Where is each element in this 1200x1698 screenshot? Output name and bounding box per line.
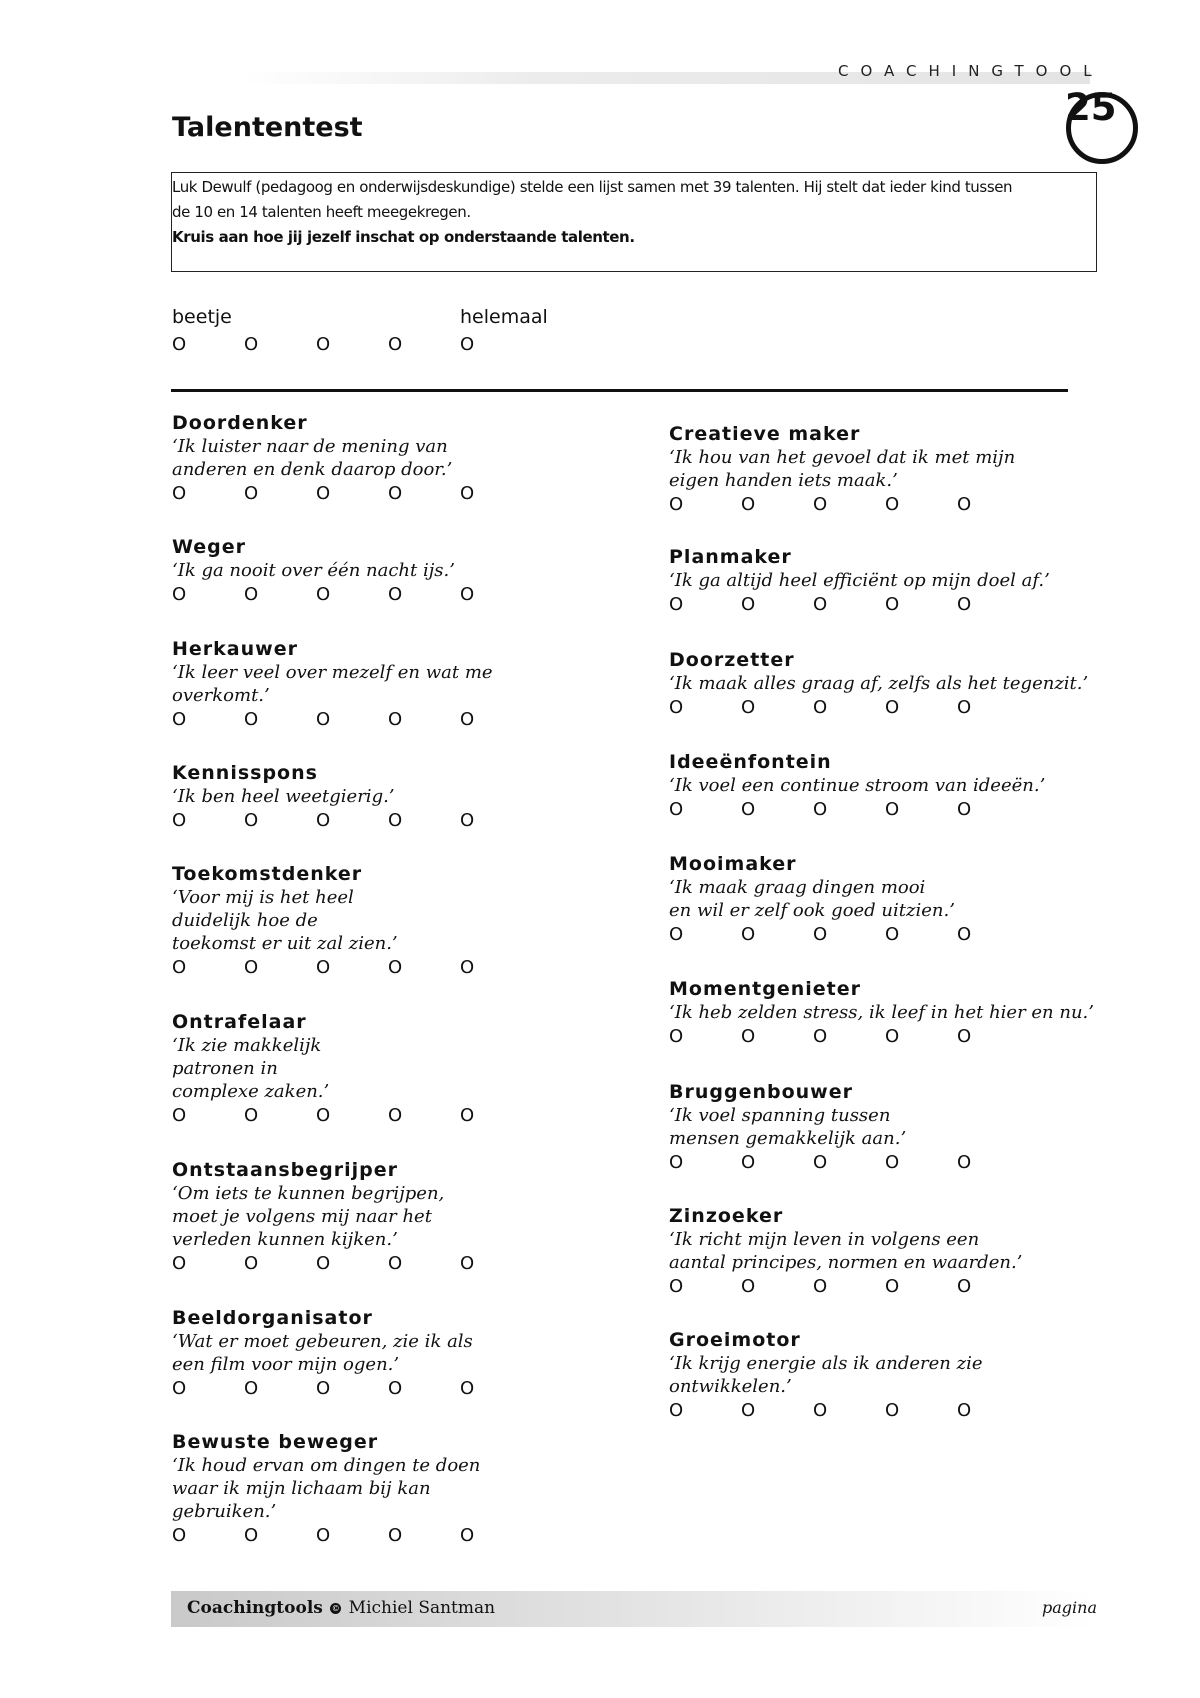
rating-option[interactable]: O (741, 924, 756, 945)
rating-options (669, 594, 1149, 616)
talent-item (669, 750, 1149, 821)
rating-option[interactable]: O (813, 1026, 828, 1047)
rating-options (172, 957, 652, 979)
rating-option[interactable]: O (316, 483, 331, 504)
rating-option[interactable]: O (244, 810, 259, 831)
rating-option[interactable]: O (388, 584, 403, 605)
rating-option[interactable]: O (741, 494, 756, 515)
rating-option[interactable]: O (388, 483, 403, 504)
rating-option[interactable]: O (741, 594, 756, 615)
rating-option[interactable]: O (669, 1400, 684, 1421)
talent-name: Ontstaansbegrijper (172, 1159, 398, 1181)
rating-option[interactable]: O (460, 810, 475, 831)
rating-options (669, 924, 1149, 946)
rating-option[interactable]: O (885, 1276, 900, 1297)
talent-quote: ‘Ik houd ervan om dingen te doen waar ik mijn lichaam bij kan gebruiken.’ (172, 1455, 481, 1522)
rating-option[interactable]: O (244, 709, 259, 730)
rating-option[interactable]: O (172, 1105, 187, 1126)
rating-option[interactable]: O (885, 594, 900, 615)
rating-option[interactable]: O (885, 799, 900, 820)
copyright-icon: © (331, 1604, 340, 1613)
scale-option: O (244, 334, 259, 355)
rating-option[interactable]: O (741, 697, 756, 718)
rating-option[interactable]: O (669, 799, 684, 820)
rating-option[interactable]: O (669, 494, 684, 515)
rating-option[interactable]: O (460, 957, 475, 978)
rating-option[interactable]: O (885, 924, 900, 945)
talent-item (172, 1306, 652, 1400)
rating-option[interactable]: O (813, 1276, 828, 1297)
rating-option[interactable]: O (885, 1152, 900, 1173)
rating-option[interactable]: O (741, 1152, 756, 1173)
talent-item (172, 1010, 652, 1127)
page-title: Talententest (172, 112, 363, 143)
rating-options (172, 1378, 652, 1400)
rating-option[interactable]: O (460, 1105, 475, 1126)
scale-option: O (388, 334, 403, 355)
rating-option[interactable]: O (388, 1253, 403, 1274)
talent-quote: ‘Ik richt mijn leven in volgens een aantal principes, normen en waarden.’ (669, 1229, 1023, 1273)
rating-options (669, 1152, 1149, 1174)
scale-low-label: beetje (172, 306, 232, 328)
talent-name: Doordenker (172, 412, 308, 434)
rating-options (669, 1276, 1149, 1298)
rating-option[interactable]: O (172, 709, 187, 730)
talent-name: Ideeënfontein (669, 751, 832, 773)
rating-option[interactable]: O (244, 957, 259, 978)
talent-item (669, 648, 1149, 719)
talent-name: Beeldorganisator (172, 1307, 373, 1329)
talent-name: Doorzetter (669, 649, 795, 671)
rating-option[interactable]: O (244, 483, 259, 504)
footer-credit (187, 1598, 495, 1618)
talent-name: Mooimaker (669, 853, 797, 875)
rating-option[interactable]: O (388, 1105, 403, 1126)
footer (171, 1591, 1097, 1627)
rating-option[interactable]: O (885, 697, 900, 718)
rating-options (172, 1525, 652, 1547)
rating-option[interactable]: O (741, 1400, 756, 1421)
intro-line-1: Luk Dewulf (pedagoog en onderwijsdeskundige) stelde een lijst samen met 39 talenten. Hij stelt dat ieder kind tussen (172, 178, 1013, 196)
rating-option[interactable]: O (172, 1253, 187, 1274)
rating-option[interactable]: O (316, 584, 331, 605)
rating-option[interactable]: O (885, 1400, 900, 1421)
footer-brand: Coachingtools (187, 1598, 323, 1618)
rating-option[interactable]: O (957, 594, 972, 615)
rating-option[interactable]: O (460, 709, 475, 730)
talent-item (669, 1204, 1149, 1298)
rating-option[interactable]: O (669, 594, 684, 615)
talent-item (172, 535, 652, 606)
rating-option[interactable]: O (388, 810, 403, 831)
footer-page-label: pagina (1042, 1598, 1097, 1617)
rating-options (669, 1026, 1149, 1048)
rating-options (669, 799, 1149, 821)
rating-option[interactable]: O (172, 1378, 187, 1399)
rating-option[interactable]: O (741, 1276, 756, 1297)
rating-option[interactable]: O (957, 494, 972, 515)
rating-options (172, 810, 652, 832)
talent-quote: ‘Om iets te kunnen begrijpen, moet je volgens mij naar het verleden kunnen kijken.’ (172, 1183, 445, 1250)
talent-quote: ‘Ik hou van het gevoel dat ik met mijn eigen handen iets maak.’ (669, 447, 1016, 491)
rating-options (669, 697, 1149, 719)
talent-name: Weger (172, 536, 247, 558)
talent-name: Bewuste beweger (172, 1431, 379, 1453)
rating-option[interactable]: O (316, 957, 331, 978)
talent-quote: ‘Voor mij is het heel duidelijk hoe de toekomst er uit zal zien.’ (172, 887, 398, 954)
rating-option[interactable]: O (741, 1026, 756, 1047)
intro-line-2: de 10 en 14 talenten heeft meegekregen. (172, 203, 471, 221)
rating-option[interactable]: O (669, 697, 684, 718)
talent-item (669, 1080, 1149, 1174)
talent-quote: ‘Ik voel spanning tussen mensen gemakkelijk aan.’ (669, 1105, 907, 1149)
rating-options (172, 483, 652, 505)
talent-name: Ontrafelaar (172, 1011, 307, 1033)
rating-option[interactable]: O (388, 1525, 403, 1546)
talent-name: Kennisspons (172, 762, 318, 784)
talent-item (172, 761, 652, 832)
talent-name: Bruggenbouwer (669, 1081, 853, 1103)
rating-option[interactable]: O (172, 957, 187, 978)
rating-option[interactable]: O (885, 494, 900, 515)
rating-option[interactable]: O (316, 709, 331, 730)
rating-option[interactable]: O (813, 799, 828, 820)
talent-name: Herkauwer (172, 638, 298, 660)
rating-option[interactable]: O (813, 1400, 828, 1421)
rating-option[interactable]: O (316, 1105, 331, 1126)
rating-option[interactable]: O (741, 799, 756, 820)
talent-item (669, 977, 1149, 1048)
rating-option[interactable]: O (957, 799, 972, 820)
rating-option[interactable]: O (244, 1525, 259, 1546)
talent-quote: ‘Ik maak alles graag af, zelfs als het tegenzit.’ (669, 673, 1089, 694)
talent-item (669, 422, 1149, 516)
rating-option[interactable]: O (388, 1378, 403, 1399)
rating-options (172, 1105, 652, 1127)
rating-option[interactable]: O (957, 697, 972, 718)
rating-option[interactable]: O (316, 1253, 331, 1274)
talent-name: Groeimotor (669, 1329, 801, 1351)
rating-option[interactable]: O (460, 584, 475, 605)
talent-quote: ‘Wat er moet gebeuren, zie ik als een film voor mijn ogen.’ (172, 1331, 473, 1375)
talent-item (172, 1430, 652, 1547)
rating-option[interactable]: O (885, 1026, 900, 1047)
talent-item (669, 545, 1149, 616)
rating-options (669, 494, 1149, 516)
talent-quote: ‘Ik zie makkelijk patronen in complexe zaken.’ (172, 1035, 330, 1102)
talent-item (669, 1328, 1149, 1422)
rating-option[interactable]: O (669, 924, 684, 945)
divider (171, 389, 1068, 392)
rating-option[interactable]: O (316, 1378, 331, 1399)
rating-option[interactable]: O (388, 957, 403, 978)
rating-options (172, 1253, 652, 1275)
rating-options (172, 709, 652, 731)
talent-quote: ‘Ik krijg energie als ik anderen zie ontwikkelen.’ (669, 1353, 983, 1397)
rating-option[interactable]: O (957, 1400, 972, 1421)
talent-item (172, 411, 652, 505)
talent-item (669, 852, 1149, 946)
scale-options (172, 334, 532, 356)
rating-option[interactable]: O (460, 1378, 475, 1399)
talent-quote: ‘Ik ga nooit over één nacht ijs.’ (172, 560, 455, 581)
rating-option[interactable]: O (669, 1026, 684, 1047)
scale-high-label: helemaal (460, 306, 548, 328)
rating-option[interactable]: O (244, 1378, 259, 1399)
rating-option[interactable]: O (388, 709, 403, 730)
rating-option[interactable]: O (813, 594, 828, 615)
rating-option[interactable]: O (316, 810, 331, 831)
rating-option[interactable]: O (669, 1276, 684, 1297)
talent-name: Momentgenieter (669, 978, 862, 1000)
rating-option[interactable]: O (172, 810, 187, 831)
intro-instruction: Kruis aan hoe jij jezelf inschat op onderstaande talenten. (172, 228, 635, 246)
rating-option[interactable]: O (460, 1525, 475, 1546)
rating-option[interactable]: O (172, 1525, 187, 1546)
talent-name: Creatieve maker (669, 423, 861, 445)
rating-options (669, 1400, 1149, 1422)
talent-quote: ‘Ik leer veel over mezelf en wat me overkomt.’ (172, 662, 493, 706)
talent-quote: ‘Ik luister naar de mening van anderen en denk daarop door.’ (172, 436, 453, 480)
talent-name: Planmaker (669, 546, 792, 568)
rating-option[interactable]: O (813, 494, 828, 515)
rating-option[interactable]: O (244, 1253, 259, 1274)
scale-option: O (460, 334, 475, 355)
page-number-badge (1065, 86, 1138, 164)
talent-quote: ‘Ik voel een continue stroom van ideeën.’ (669, 775, 1046, 796)
talent-item (172, 862, 652, 979)
rating-option[interactable]: O (316, 1525, 331, 1546)
rating-option[interactable]: O (460, 483, 475, 504)
rating-option[interactable]: O (813, 924, 828, 945)
talent-quote: ‘Ik ga altijd heel efficiënt op mijn doel af.’ (669, 570, 1050, 591)
talent-quote: ‘Ik ben heel weetgierig.’ (172, 786, 395, 807)
talent-item (172, 637, 652, 731)
rating-option[interactable]: O (460, 1253, 475, 1274)
page-number: 25 (1065, 86, 1117, 129)
rating-option[interactable]: O (244, 584, 259, 605)
talent-item (172, 1158, 652, 1275)
rating-option[interactable]: O (957, 1276, 972, 1297)
scale-option: O (316, 334, 331, 355)
footer-author: Michiel Santman (348, 1598, 496, 1618)
talent-name: Zinzoeker (669, 1205, 784, 1227)
rating-option[interactable]: O (172, 483, 187, 504)
intro-box (171, 172, 1097, 272)
rating-option[interactable]: O (813, 697, 828, 718)
rating-option[interactable]: O (813, 1152, 828, 1173)
rating-option[interactable]: O (957, 1026, 972, 1047)
rating-options (172, 584, 652, 606)
rating-option[interactable]: O (957, 924, 972, 945)
scale-option: O (172, 334, 187, 355)
rating-option[interactable]: O (957, 1152, 972, 1173)
rating-option[interactable]: O (244, 1105, 259, 1126)
scale-legend (172, 306, 592, 330)
brand-tag: COACHINGTOOL (838, 62, 1104, 80)
talent-name: Toekomstdenker (172, 863, 363, 885)
talent-quote: ‘Ik maak graag dingen mooi en wil er zelf ook goed uitzien.’ (669, 877, 955, 921)
talent-quote: ‘Ik heb zelden stress, ik leef in het hier en nu.’ (669, 1002, 1095, 1023)
rating-option[interactable]: O (669, 1152, 684, 1173)
rating-option[interactable]: O (172, 584, 187, 605)
